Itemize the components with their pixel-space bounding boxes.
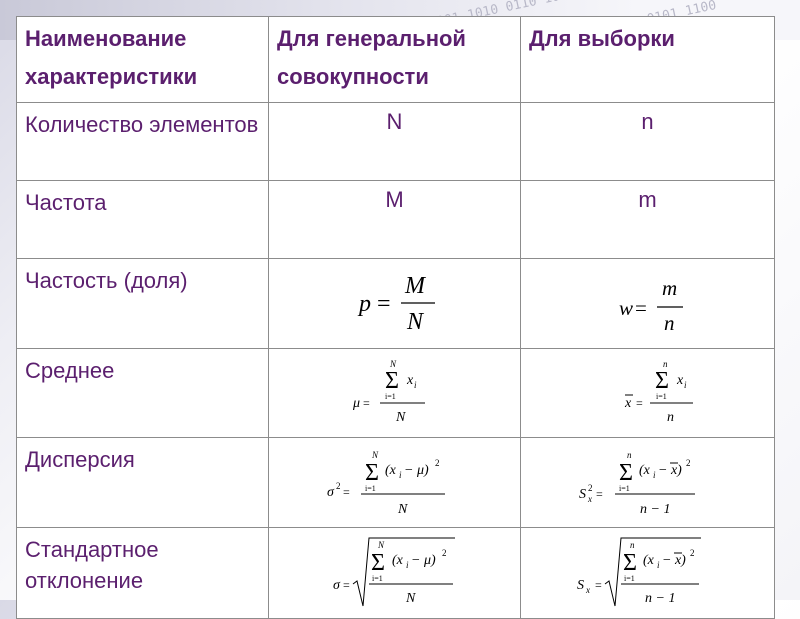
population-formula [269,438,521,528]
summand-rest: − x) [658,463,682,478]
sqrt-sign [353,538,455,606]
summand: (x [643,553,654,568]
table-row [17,103,775,181]
statistics-table [16,16,775,619]
header-population: Для генеральной совокупности [269,17,521,103]
formula-symbol: x [625,396,632,411]
sample-formula [521,349,775,438]
table-row [17,259,775,349]
sum-sign: Σ [365,460,379,486]
sum-lower: i=1 [385,392,396,401]
summand: (x [385,463,396,478]
sum-upper: N [390,359,397,369]
formula-exponent: 2 [588,483,593,493]
formula-denominator: n − 1 [640,502,671,517]
formula-exponent: 2 [336,481,341,491]
sum-sign: Σ [655,368,669,394]
sum-upper: n [630,540,635,550]
formula-denominator: N [406,591,416,606]
formula-symbol: σ [327,485,334,500]
population-formula [269,349,521,438]
sum-sign: Σ [623,550,637,576]
sum-lower: i=1 [656,392,667,401]
formula-denominator: N [407,309,424,335]
summand: x [677,373,684,388]
summand: (x [639,463,650,478]
formula-symbol: S [577,578,584,593]
formula-subscript: x [588,494,592,504]
summand-rest: − μ) [411,553,436,568]
summand: x [407,373,414,388]
population-value: M [269,181,521,259]
formula-equals: = [636,396,643,410]
row-label: Дисперсия [17,438,269,528]
sample-value: m [521,181,775,259]
sum-upper: N [378,540,385,550]
summand-rest: − x) [662,553,686,568]
row-label: Частость (доля) [17,259,269,349]
formula-equals: = [363,396,370,410]
summand-index: i [684,380,687,390]
sample-formula [521,528,775,619]
sample-formula [521,259,775,349]
formula-equals: = [377,291,391,317]
row-label: Стандартное отклонение [17,528,269,619]
formula-symbol: σ [333,578,340,593]
formula-symbol: w [619,296,634,320]
formula-denominator: N [396,410,406,425]
sample-value: n [521,103,775,181]
summand-rest: − μ) [404,463,429,478]
table-row [17,528,775,619]
header-characteristic: Наименование характеристики [17,17,269,103]
summand-index: i [414,380,417,390]
summand-exponent: 2 [690,548,695,558]
sum-lower: i=1 [619,484,630,493]
sample-formula [521,438,775,528]
formula-numerator: M [405,273,425,299]
sum-upper: n [627,450,632,460]
summand-index: i [653,470,656,480]
formula-denominator: N [398,502,408,517]
sum-upper: N [372,450,379,460]
formula-symbol: μ [353,396,361,411]
formula-equals: = [343,578,350,592]
formula-denominator: n [667,410,674,425]
summand-exponent: 2 [686,458,691,468]
formula-symbol: p [359,291,371,317]
table-row [17,181,775,259]
proportion-sample-formula [529,265,781,342]
stddev-population-formula [277,534,527,612]
formula-equals: = [596,487,603,501]
row-label: Количество элементов [17,103,269,181]
mean-sample-formula [529,355,781,431]
formula-denominator: n [664,311,675,335]
sum-sign: Σ [619,460,633,486]
sum-lower: i=1 [365,484,376,493]
sum-lower: i=1 [372,574,383,583]
formula-equals: = [635,296,647,320]
stddev-sample-formula [529,534,781,612]
summand: (x [392,553,403,568]
population-value: N [269,103,521,181]
sum-lower: i=1 [624,574,635,583]
formula-equals: = [343,485,350,499]
formula-symbol: S [579,487,586,502]
formula-subscript: x [586,585,590,595]
formula-equals: = [595,578,602,592]
summand-index: i [406,560,409,570]
sum-sign: Σ [371,550,385,576]
table-row [17,349,775,438]
summand-index: i [399,470,402,480]
header-sample: Для выборки [521,17,775,103]
summand-exponent: 2 [442,548,447,558]
mean-population-formula [277,355,527,431]
sum-sign: Σ [385,368,399,394]
row-label: Частота [17,181,269,259]
formula-denominator: n − 1 [645,591,676,606]
variance-sample-formula [529,444,781,521]
population-formula [269,528,521,619]
formula-numerator: m [662,276,678,300]
table-header-row [17,17,775,103]
decorative-band-glyphs: 1010 0110 [466,0,539,24]
proportion-population-formula [277,265,527,342]
table-row [17,438,775,528]
variance-population-formula [277,444,527,521]
sum-upper: n [663,359,668,369]
row-label: Среднее [17,349,269,438]
summand-index: i [657,560,660,570]
population-formula [269,259,521,349]
summand-exponent: 2 [435,458,440,468]
